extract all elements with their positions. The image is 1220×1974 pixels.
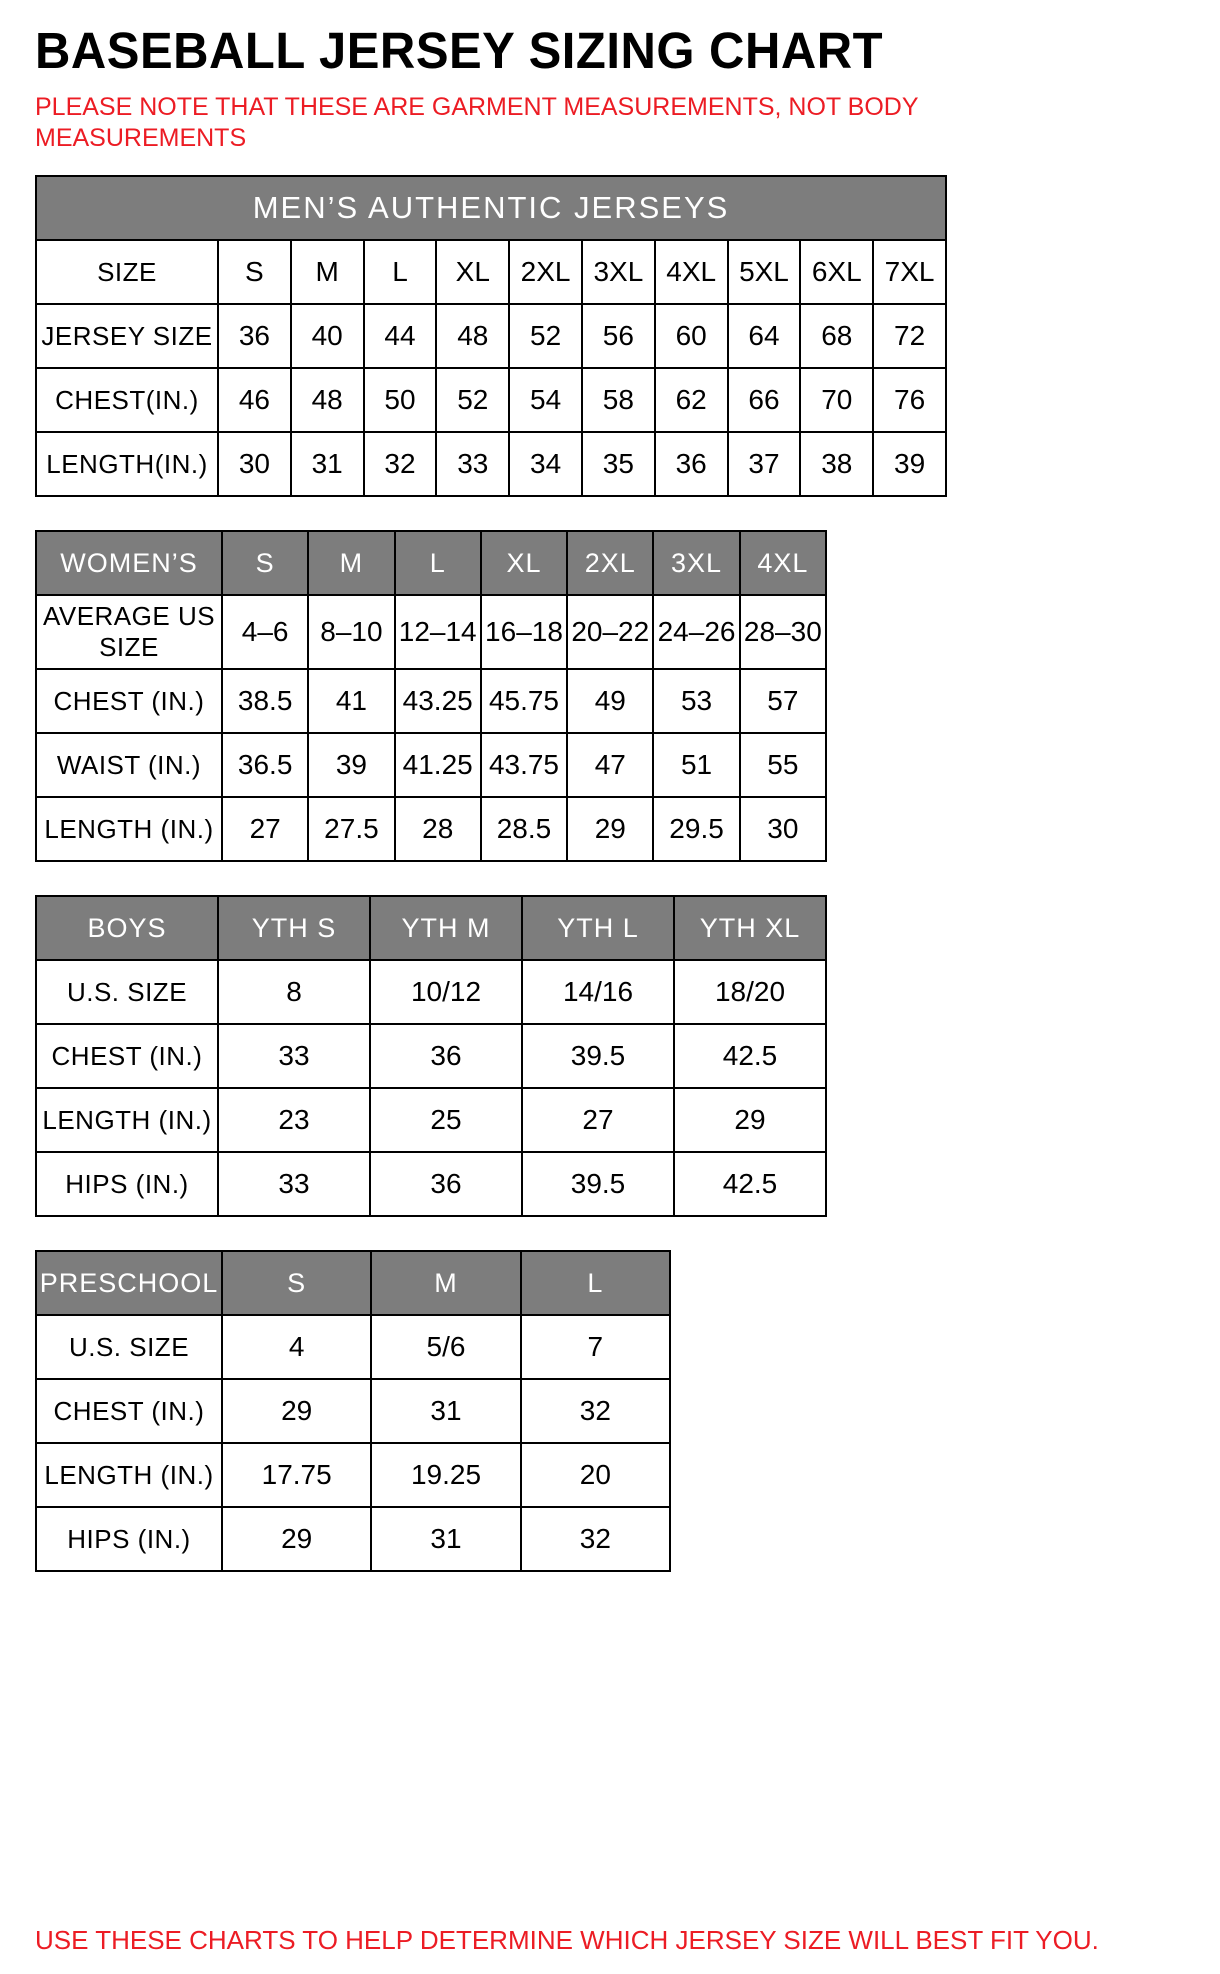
value-cell: 8–10 (308, 595, 394, 669)
row-label-cell: CHEST (IN.) (36, 1379, 222, 1443)
value-cell: 17.75 (222, 1443, 371, 1507)
size-header-cell: S (222, 531, 308, 595)
value-cell: 35 (582, 432, 655, 496)
value-cell: 4–6 (222, 595, 308, 669)
value-cell: 33 (436, 432, 509, 496)
size-header-cell: YTH L (522, 896, 674, 960)
size-header-cell: 3XL (653, 531, 739, 595)
value-cell: 27 (222, 797, 308, 861)
value-cell: 39.5 (522, 1152, 674, 1216)
row-label-cell: CHEST (IN.) (36, 669, 222, 733)
value-cell: 38 (800, 432, 873, 496)
value-cell: 51 (653, 733, 739, 797)
table-title-cell: BOYS (36, 896, 218, 960)
table-title-cell: WOMEN’S (36, 531, 222, 595)
value-cell: 24–26 (653, 595, 739, 669)
mens-jerseys-table (35, 175, 947, 497)
value-cell: L (364, 240, 437, 304)
boys-table (35, 895, 827, 1217)
value-cell: 72 (873, 304, 946, 368)
size-header-cell: S (222, 1251, 371, 1315)
table-header-row (36, 1251, 670, 1315)
table-header-row (36, 531, 826, 595)
table-row (36, 368, 946, 432)
value-cell: 48 (436, 304, 509, 368)
table-row (36, 733, 826, 797)
value-cell: 41.25 (395, 733, 481, 797)
value-cell: 54 (509, 368, 582, 432)
value-cell: 48 (291, 368, 364, 432)
table-row (36, 1507, 670, 1571)
value-cell: 37 (728, 432, 801, 496)
table-title-cell: PRESCHOOL (36, 1251, 222, 1315)
value-cell: 30 (218, 432, 291, 496)
value-cell: 32 (521, 1379, 670, 1443)
table-row (36, 240, 946, 304)
row-label-cell: U.S. SIZE (36, 960, 218, 1024)
row-label-cell: CHEST(IN.) (36, 368, 218, 432)
value-cell: 39.5 (522, 1024, 674, 1088)
womens-table (35, 530, 827, 862)
size-header-cell: YTH S (218, 896, 370, 960)
value-cell: 36.5 (222, 733, 308, 797)
value-cell: 8 (218, 960, 370, 1024)
size-header-cell: YTH XL (674, 896, 826, 960)
value-cell: 62 (655, 368, 728, 432)
value-cell: 44 (364, 304, 437, 368)
size-header-cell: XL (481, 531, 567, 595)
size-header-cell: M (308, 531, 394, 595)
value-cell: XL (436, 240, 509, 304)
value-cell: 20 (521, 1443, 670, 1507)
table-row (36, 669, 826, 733)
value-cell: 10/12 (370, 960, 522, 1024)
value-cell: 36 (655, 432, 728, 496)
value-cell: 66 (728, 368, 801, 432)
value-cell: 52 (436, 368, 509, 432)
value-cell: 64 (728, 304, 801, 368)
value-cell: 76 (873, 368, 946, 432)
table-header-row (36, 896, 826, 960)
size-header-cell: 4XL (740, 531, 826, 595)
table-row (36, 1152, 826, 1216)
value-cell: 43.25 (395, 669, 481, 733)
value-cell: 70 (800, 368, 873, 432)
row-label-cell: U.S. SIZE (36, 1315, 222, 1379)
value-cell: 27.5 (308, 797, 394, 861)
size-header-cell: YTH M (370, 896, 522, 960)
value-cell: 39 (873, 432, 946, 496)
row-label-cell: WAIST (IN.) (36, 733, 222, 797)
row-label-cell: LENGTH (IN.) (36, 1088, 218, 1152)
value-cell: 29 (222, 1379, 371, 1443)
value-cell: 6XL (800, 240, 873, 304)
value-cell: 7XL (873, 240, 946, 304)
value-cell: 58 (582, 368, 655, 432)
value-cell: 60 (655, 304, 728, 368)
value-cell: 5XL (728, 240, 801, 304)
value-cell: 29 (222, 1507, 371, 1571)
value-cell: 34 (509, 432, 582, 496)
value-cell: 46 (218, 368, 291, 432)
table-row (36, 432, 946, 496)
value-cell: 23 (218, 1088, 370, 1152)
row-label-cell: HIPS (IN.) (36, 1152, 218, 1216)
value-cell: 19.25 (371, 1443, 520, 1507)
value-cell: 12–14 (395, 595, 481, 669)
size-header-cell: M (371, 1251, 520, 1315)
row-label-cell: AVERAGE US SIZE (36, 595, 222, 669)
value-cell: 14/16 (522, 960, 674, 1024)
value-cell: 7 (521, 1315, 670, 1379)
table-row (36, 595, 826, 669)
fit-advice-footer: USE THESE CHARTS TO HELP DETERMINE WHICH JERSEY SIZE WILL BEST FIT YOU. (35, 1925, 1099, 1955)
value-cell: 29 (674, 1088, 826, 1152)
size-header-cell: 2XL (567, 531, 653, 595)
value-cell: 43.75 (481, 733, 567, 797)
row-label-cell: LENGTH (IN.) (36, 1443, 222, 1507)
value-cell: 38.5 (222, 669, 308, 733)
table-row (36, 1443, 670, 1507)
value-cell: 33 (218, 1024, 370, 1088)
value-cell: 49 (567, 669, 653, 733)
value-cell: 36 (218, 304, 291, 368)
value-cell: 45.75 (481, 669, 567, 733)
value-cell: 4XL (655, 240, 728, 304)
value-cell: 20–22 (567, 595, 653, 669)
value-cell: 29.5 (653, 797, 739, 861)
table-row (36, 960, 826, 1024)
value-cell: 18/20 (674, 960, 826, 1024)
value-cell: 28 (395, 797, 481, 861)
value-cell: 31 (371, 1507, 520, 1571)
value-cell: 30 (740, 797, 826, 861)
row-label-cell: SIZE (36, 240, 218, 304)
value-cell: 3XL (582, 240, 655, 304)
table-row (36, 1379, 670, 1443)
value-cell: 42.5 (674, 1152, 826, 1216)
page-title: BASEBALL JERSEY SIZING CHART (35, 23, 884, 80)
value-cell: 56 (582, 304, 655, 368)
value-cell: 16–18 (481, 595, 567, 669)
size-header-cell: L (395, 531, 481, 595)
value-cell: 25 (370, 1088, 522, 1152)
row-label-cell: LENGTH(IN.) (36, 432, 218, 496)
value-cell: 55 (740, 733, 826, 797)
value-cell: 29 (567, 797, 653, 861)
row-label-cell: CHEST (IN.) (36, 1024, 218, 1088)
value-cell: 2XL (509, 240, 582, 304)
value-cell: 47 (567, 733, 653, 797)
value-cell: 57 (740, 669, 826, 733)
value-cell: 5/6 (371, 1315, 520, 1379)
table-row (36, 1088, 826, 1152)
value-cell: 36 (370, 1024, 522, 1088)
value-cell: 39 (308, 733, 394, 797)
value-cell: 28.5 (481, 797, 567, 861)
value-cell: 27 (522, 1088, 674, 1152)
size-header-cell: L (521, 1251, 670, 1315)
value-cell: 32 (521, 1507, 670, 1571)
table-row (36, 176, 946, 240)
mens-table-banner: MEN’S AUTHENTIC JERSEYS (36, 176, 946, 240)
value-cell: 28–30 (740, 595, 826, 669)
row-label-cell: LENGTH (IN.) (36, 797, 222, 861)
table-row (36, 304, 946, 368)
value-cell: 42.5 (674, 1024, 826, 1088)
value-cell: 36 (370, 1152, 522, 1216)
value-cell: S (218, 240, 291, 304)
table-row (36, 1315, 670, 1379)
value-cell: 50 (364, 368, 437, 432)
value-cell: 32 (364, 432, 437, 496)
value-cell: 52 (509, 304, 582, 368)
value-cell: 53 (653, 669, 739, 733)
row-label-cell: JERSEY SIZE (36, 304, 218, 368)
value-cell: 40 (291, 304, 364, 368)
value-cell: 4 (222, 1315, 371, 1379)
value-cell: 33 (218, 1152, 370, 1216)
garment-measurements-note: PLEASE NOTE THAT THESE ARE GARMENT MEASUREMENTS, NOT BODY MEASUREMENTS (35, 93, 919, 152)
row-label-cell: HIPS (IN.) (36, 1507, 222, 1571)
value-cell: 31 (291, 432, 364, 496)
value-cell: 68 (800, 304, 873, 368)
table-row (36, 1024, 826, 1088)
value-cell: M (291, 240, 364, 304)
preschool-table (35, 1250, 671, 1572)
table-row (36, 797, 826, 861)
value-cell: 41 (308, 669, 394, 733)
value-cell: 31 (371, 1379, 520, 1443)
